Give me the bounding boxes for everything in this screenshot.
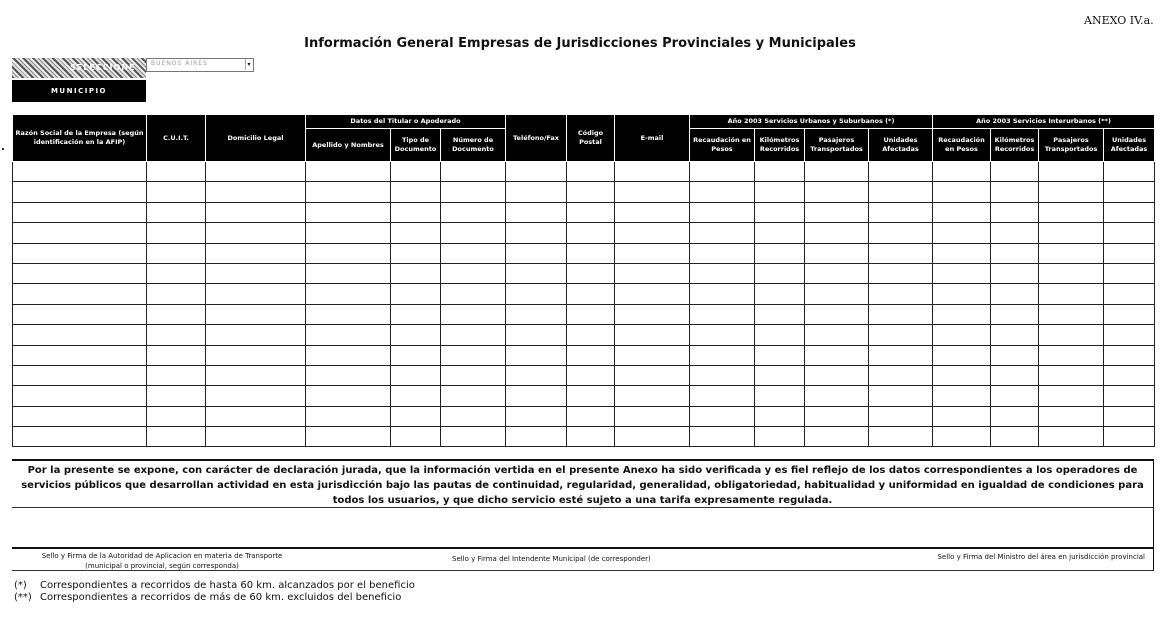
table-cell[interactable] (391, 325, 441, 345)
table-cell[interactable] (306, 386, 391, 406)
table-cell[interactable] (1104, 365, 1155, 385)
table-cell[interactable] (441, 427, 506, 447)
footnote-text: Correspondientes a recorridos de más de 60 km. excluidos del beneficio (40, 592, 402, 603)
table-cell[interactable] (506, 223, 567, 243)
footnote (14, 580, 415, 591)
col-header-int-recaudacion: Recaudación en Pesos (933, 129, 991, 162)
table-cell[interactable] (306, 202, 391, 222)
table-cell[interactable] (805, 162, 869, 182)
table-cell[interactable] (306, 162, 391, 182)
table-cell[interactable] (933, 345, 991, 365)
table-cell[interactable] (805, 345, 869, 365)
table-cell[interactable] (567, 406, 615, 426)
table-cell[interactable] (690, 284, 755, 304)
table-cell[interactable] (147, 162, 206, 182)
table-cell[interactable] (869, 406, 933, 426)
table-cell[interactable] (690, 386, 755, 406)
table-cell[interactable] (147, 406, 206, 426)
table-cell[interactable] (147, 182, 206, 202)
municipio-label: MUNICIPIO (12, 80, 146, 102)
table-cell[interactable] (991, 162, 1039, 182)
table-cell[interactable] (441, 223, 506, 243)
table-cell[interactable] (615, 325, 690, 345)
table-cell[interactable] (567, 202, 615, 222)
table-cell[interactable] (615, 365, 690, 385)
table-cell[interactable] (805, 223, 869, 243)
table-row (13, 243, 1155, 263)
table-cell[interactable] (567, 304, 615, 324)
table-cell[interactable] (506, 243, 567, 263)
table-cell[interactable] (615, 202, 690, 222)
table-cell[interactable] (991, 304, 1039, 324)
table-cell[interactable] (1104, 284, 1155, 304)
table-cell[interactable] (991, 223, 1039, 243)
table-cell[interactable] (755, 162, 805, 182)
table-cell[interactable] (206, 427, 306, 447)
table-cell[interactable] (506, 182, 567, 202)
table-cell[interactable] (306, 345, 391, 365)
selector-label: SELECCIONE (70, 63, 136, 72)
selector-label-box (12, 58, 146, 78)
table-cell[interactable] (1039, 304, 1104, 324)
table-cell[interactable] (991, 345, 1039, 365)
table-cell[interactable] (690, 325, 755, 345)
table-cell[interactable] (391, 386, 441, 406)
table-cell[interactable] (933, 182, 991, 202)
table-cell[interactable] (933, 304, 991, 324)
table-cell[interactable] (869, 345, 933, 365)
table-cell[interactable] (615, 263, 690, 283)
table-body (13, 162, 1155, 447)
table-cell[interactable] (391, 365, 441, 385)
table-cell[interactable] (991, 406, 1039, 426)
table-cell[interactable] (991, 202, 1039, 222)
table-cell[interactable] (147, 365, 206, 385)
table-row (13, 365, 1155, 385)
table-cell[interactable] (933, 202, 991, 222)
table-cell[interactable] (933, 365, 991, 385)
table-cell[interactable] (933, 427, 991, 447)
table-cell[interactable] (615, 182, 690, 202)
table-cell[interactable] (1104, 325, 1155, 345)
table-cell[interactable] (869, 162, 933, 182)
table-cell[interactable] (506, 284, 567, 304)
group-header-interurbanos: Año 2003 Servicios Interurbanos (**) (933, 115, 1155, 129)
table-cell[interactable] (391, 263, 441, 283)
table-cell[interactable] (615, 386, 690, 406)
table-cell[interactable] (567, 284, 615, 304)
table-cell[interactable] (206, 243, 306, 263)
table-cell[interactable] (933, 243, 991, 263)
table-cell[interactable] (1104, 202, 1155, 222)
table-row (13, 406, 1155, 426)
table-row (13, 345, 1155, 365)
table-cell[interactable] (1104, 386, 1155, 406)
table-cell[interactable] (933, 284, 991, 304)
table-cell[interactable] (805, 304, 869, 324)
table-cell[interactable] (567, 386, 615, 406)
signature-authority-line1: Sello y Firma de la Autoridad de Aplicacion en materia de Transporte (41, 552, 283, 560)
table-cell[interactable] (1104, 427, 1155, 447)
table-cell[interactable] (991, 182, 1039, 202)
table-cell[interactable] (506, 202, 567, 222)
table-cell[interactable] (441, 263, 506, 283)
col-header-int-pasajeros: Pasajeros Transportados (1039, 129, 1104, 162)
table-cell[interactable] (869, 365, 933, 385)
table-cell[interactable] (1039, 284, 1104, 304)
table-cell[interactable] (206, 325, 306, 345)
col-header-apellido: Apellido y Nombres (306, 129, 391, 162)
table-cell[interactable] (391, 284, 441, 304)
table-cell[interactable] (933, 325, 991, 345)
table-cell[interactable] (869, 284, 933, 304)
table-cell[interactable] (755, 386, 805, 406)
table-cell[interactable] (13, 223, 147, 243)
table-cell[interactable] (13, 345, 147, 365)
municipio-select[interactable] (146, 58, 254, 72)
col-header-numero-doc: Número de Documento (441, 129, 506, 162)
table-cell[interactable] (1039, 243, 1104, 263)
table-cell[interactable] (1104, 406, 1155, 426)
table-cell[interactable] (755, 182, 805, 202)
table-cell[interactable] (991, 386, 1039, 406)
table-cell[interactable] (567, 263, 615, 283)
table-cell[interactable] (615, 223, 690, 243)
table-cell[interactable] (805, 284, 869, 304)
table-cell[interactable] (933, 406, 991, 426)
table-cell[interactable] (1104, 304, 1155, 324)
table-cell[interactable] (13, 202, 147, 222)
table-cell[interactable] (991, 325, 1039, 345)
table-cell[interactable] (615, 345, 690, 365)
table-cell[interactable] (869, 325, 933, 345)
table-cell[interactable] (869, 386, 933, 406)
table-cell[interactable] (206, 162, 306, 182)
table-cell[interactable] (206, 284, 306, 304)
table-cell[interactable] (441, 182, 506, 202)
table-cell[interactable] (805, 202, 869, 222)
table-cell[interactable] (869, 427, 933, 447)
table-cell[interactable] (147, 223, 206, 243)
page-title: Información General Empresas de Jurisdicciones Provinciales y Municipales (304, 36, 856, 51)
table-cell[interactable] (147, 243, 206, 263)
col-header-codigo-postal: Código Postal (567, 115, 615, 162)
table-cell[interactable] (506, 345, 567, 365)
chevron-down-icon[interactable]: ▾ (245, 59, 252, 70)
table-cell[interactable] (1039, 182, 1104, 202)
table-cell[interactable] (805, 365, 869, 385)
table-cell[interactable] (306, 304, 391, 324)
table-cell[interactable] (441, 304, 506, 324)
table-cell[interactable] (567, 223, 615, 243)
col-header-urb-unidades: Unidades Afectadas (869, 129, 933, 162)
table-cell[interactable] (441, 162, 506, 182)
table-cell[interactable] (690, 223, 755, 243)
table-cell[interactable] (441, 386, 506, 406)
table-cell[interactable] (805, 263, 869, 283)
table-cell[interactable] (1039, 162, 1104, 182)
table-cell[interactable] (567, 182, 615, 202)
table-cell[interactable] (391, 162, 441, 182)
table-cell[interactable] (755, 263, 805, 283)
municipio-select-value: BUENOS AIRES (151, 60, 208, 67)
table-cell[interactable] (13, 406, 147, 426)
table-cell[interactable] (690, 304, 755, 324)
table-cell[interactable] (206, 223, 306, 243)
table-cell[interactable] (755, 284, 805, 304)
table-row (13, 182, 1155, 202)
table-cell[interactable] (933, 386, 991, 406)
table-cell[interactable] (933, 223, 991, 243)
table-cell[interactable] (869, 182, 933, 202)
table-cell[interactable] (991, 263, 1039, 283)
table-cell[interactable] (206, 345, 306, 365)
table-cell[interactable] (805, 386, 869, 406)
table-cell[interactable] (869, 263, 933, 283)
table-cell[interactable] (391, 202, 441, 222)
table-cell[interactable] (1104, 162, 1155, 182)
table-cell[interactable] (690, 345, 755, 365)
table-cell[interactable] (441, 325, 506, 345)
table-cell[interactable] (1104, 345, 1155, 365)
companies-table (12, 114, 1155, 447)
table-cell[interactable] (147, 386, 206, 406)
table-cell[interactable] (805, 243, 869, 263)
table-cell[interactable] (1039, 365, 1104, 385)
table-cell[interactable] (1039, 223, 1104, 243)
footnote-text: Correspondientes a recorridos de hasta 60 km. alcanzados por el beneficio (40, 580, 415, 591)
table-cell[interactable] (206, 263, 306, 283)
table-row (13, 427, 1155, 447)
table-cell[interactable] (567, 325, 615, 345)
table-cell[interactable] (869, 304, 933, 324)
table-cell[interactable] (13, 304, 147, 324)
table-cell[interactable] (567, 427, 615, 447)
table-cell[interactable] (391, 223, 441, 243)
table-cell[interactable] (506, 325, 567, 345)
table-row (13, 223, 1155, 243)
table-cell[interactable] (805, 427, 869, 447)
table-cell[interactable] (506, 263, 567, 283)
table-cell[interactable] (1104, 243, 1155, 263)
table-cell[interactable] (1039, 427, 1104, 447)
table-cell[interactable] (991, 427, 1039, 447)
table-cell[interactable] (690, 263, 755, 283)
table-row (13, 284, 1155, 304)
table-cell[interactable] (690, 162, 755, 182)
col-header-urb-recaudacion: Recaudación en Pesos (690, 129, 755, 162)
table-cell[interactable] (13, 365, 147, 385)
signature-intendente: Sello y Firma del Intendente Municipal (de corresponder) (452, 555, 651, 563)
table-cell[interactable] (755, 345, 805, 365)
table-cell[interactable] (306, 182, 391, 202)
table-cell[interactable] (1039, 263, 1104, 283)
table-row (13, 325, 1155, 345)
table-cell[interactable] (869, 223, 933, 243)
table-cell[interactable] (206, 406, 306, 426)
group-header-titular: Datos del Titular o Apoderado (306, 115, 506, 129)
table-cell[interactable] (755, 223, 805, 243)
table-cell[interactable] (1104, 263, 1155, 283)
col-header-email: E-mail (615, 115, 690, 162)
col-header-cuit: C.U.I.T. (147, 115, 206, 162)
table-cell[interactable] (13, 263, 147, 283)
table-cell[interactable] (13, 182, 147, 202)
col-header-urb-km: Kilómetros Recorridos (755, 129, 805, 162)
table-row (13, 202, 1155, 222)
table-cell[interactable] (441, 284, 506, 304)
table-cell[interactable] (441, 406, 506, 426)
table-cell[interactable] (567, 243, 615, 263)
table-cell[interactable] (615, 284, 690, 304)
table-cell[interactable] (1104, 182, 1155, 202)
signature-authority (12, 551, 312, 571)
table-cell[interactable] (13, 325, 147, 345)
table-cell[interactable] (805, 406, 869, 426)
col-header-int-unidades: Unidades Afectadas (1104, 129, 1155, 162)
table-cell[interactable] (933, 263, 991, 283)
table-cell[interactable] (690, 202, 755, 222)
table-cell[interactable] (147, 284, 206, 304)
table-cell[interactable] (306, 243, 391, 263)
table-cell[interactable] (1039, 345, 1104, 365)
signature-space (12, 507, 1154, 547)
table-cell[interactable] (755, 427, 805, 447)
table-cell[interactable] (147, 325, 206, 345)
col-header-tipo-doc: Tipo de Documento (391, 129, 441, 162)
table-cell[interactable] (391, 304, 441, 324)
table-cell[interactable] (933, 162, 991, 182)
table-cell[interactable] (306, 365, 391, 385)
table-cell[interactable] (391, 243, 441, 263)
scan-speck (2, 148, 4, 150)
table-cell[interactable] (567, 345, 615, 365)
col-header-int-km: Kilómetros Recorridos (991, 129, 1039, 162)
table-cell[interactable] (147, 202, 206, 222)
signature-ministro: Sello y Firma del Ministro del área en jurisdicción provincial (937, 553, 1145, 561)
table-cell[interactable] (206, 182, 306, 202)
table-cell[interactable] (991, 284, 1039, 304)
table-cell[interactable] (1039, 202, 1104, 222)
table-cell[interactable] (690, 243, 755, 263)
table-cell[interactable] (1104, 223, 1155, 243)
table-cell[interactable] (391, 345, 441, 365)
group-header-urbanos: Año 2003 Servicios Urbanos y Suburbanos (*) (690, 115, 933, 129)
table-cell[interactable] (147, 427, 206, 447)
table-cell[interactable] (1039, 406, 1104, 426)
annex-label: ANEXO IV.a. (1084, 14, 1154, 27)
signature-row (12, 547, 1154, 571)
table-cell[interactable] (755, 304, 805, 324)
table-cell[interactable] (206, 365, 306, 385)
table-cell[interactable] (13, 243, 147, 263)
table-row (13, 386, 1155, 406)
footnote-mark: (**) (14, 592, 32, 603)
table-cell[interactable] (1039, 386, 1104, 406)
table-cell[interactable] (755, 406, 805, 426)
table-cell[interactable] (506, 386, 567, 406)
table-cell[interactable] (206, 386, 306, 406)
table-cell[interactable] (755, 365, 805, 385)
table-cell[interactable] (441, 345, 506, 365)
table-cell[interactable] (690, 427, 755, 447)
table-cell[interactable] (13, 386, 147, 406)
table-cell[interactable] (506, 406, 567, 426)
table-cell[interactable] (567, 162, 615, 182)
col-header-telefono: Teléfono/Fax (506, 115, 567, 162)
table-cell[interactable] (755, 243, 805, 263)
table-cell[interactable] (991, 243, 1039, 263)
table-cell[interactable] (206, 202, 306, 222)
table-cell[interactable] (869, 202, 933, 222)
table-cell[interactable] (306, 325, 391, 345)
table-cell[interactable] (690, 406, 755, 426)
table-row (13, 263, 1155, 283)
table-cell[interactable] (615, 243, 690, 263)
table-cell[interactable] (306, 263, 391, 283)
table-cell[interactable] (567, 365, 615, 385)
table-cell[interactable] (147, 345, 206, 365)
table-cell[interactable] (306, 284, 391, 304)
table-cell[interactable] (391, 182, 441, 202)
table-cell[interactable] (147, 304, 206, 324)
table-cell[interactable] (441, 243, 506, 263)
table-cell[interactable] (13, 162, 147, 182)
footnote-mark: (*) (14, 580, 27, 591)
table-cell[interactable] (441, 202, 506, 222)
table-cell[interactable] (615, 427, 690, 447)
table-cell[interactable] (391, 427, 441, 447)
table-cell[interactable] (306, 223, 391, 243)
table-cell[interactable] (306, 406, 391, 426)
table-cell[interactable] (690, 182, 755, 202)
table-cell[interactable] (147, 263, 206, 283)
footnote (14, 592, 401, 603)
table-cell[interactable] (615, 304, 690, 324)
table-cell[interactable] (690, 365, 755, 385)
table-cell[interactable] (869, 243, 933, 263)
table-cell[interactable] (991, 365, 1039, 385)
signature-authority-line2: (municipal o provincial, según corresponda) (85, 562, 239, 570)
table-cell[interactable] (506, 365, 567, 385)
table-cell[interactable] (506, 162, 567, 182)
table-cell[interactable] (506, 427, 567, 447)
table-cell[interactable] (615, 406, 690, 426)
table-cell[interactable] (306, 427, 391, 447)
table-cell[interactable] (13, 427, 147, 447)
table-row (13, 162, 1155, 182)
sworn-declaration: Por la presente se expone, con carácter de declaración jurada, que la información vertida en el presente Anexo ha sido verificada y es fiel reflejo de los datos correspondientes a los operadores de servicios públicos que desarrollan actividad en esta jurisdicción bajo las pautas de continuidad, regularidad, generalidad, obligatoriedad, habitualidad y uniformidad en igualdad de condiciones para todos los usuarios, y que dicho servicio esté sujeto a una tarifa expresamente regulada. (12, 459, 1154, 507)
table-cell[interactable] (755, 202, 805, 222)
table-cell[interactable] (391, 406, 441, 426)
col-header-urb-pasajeros: Pasajeros Transportados (805, 129, 869, 162)
table-cell[interactable] (1039, 325, 1104, 345)
table-cell[interactable] (805, 182, 869, 202)
table-cell[interactable] (615, 162, 690, 182)
col-header-razon-social: Razón Social de la Empresa (según identificación en la AFIP) (13, 115, 147, 162)
table-cell[interactable] (206, 304, 306, 324)
table-cell[interactable] (441, 365, 506, 385)
table-cell[interactable] (13, 284, 147, 304)
table-row (13, 304, 1155, 324)
table-cell[interactable] (755, 325, 805, 345)
table-cell[interactable] (506, 304, 567, 324)
table-cell[interactable] (805, 325, 869, 345)
col-header-domicilio: Domicilio Legal (206, 115, 306, 162)
